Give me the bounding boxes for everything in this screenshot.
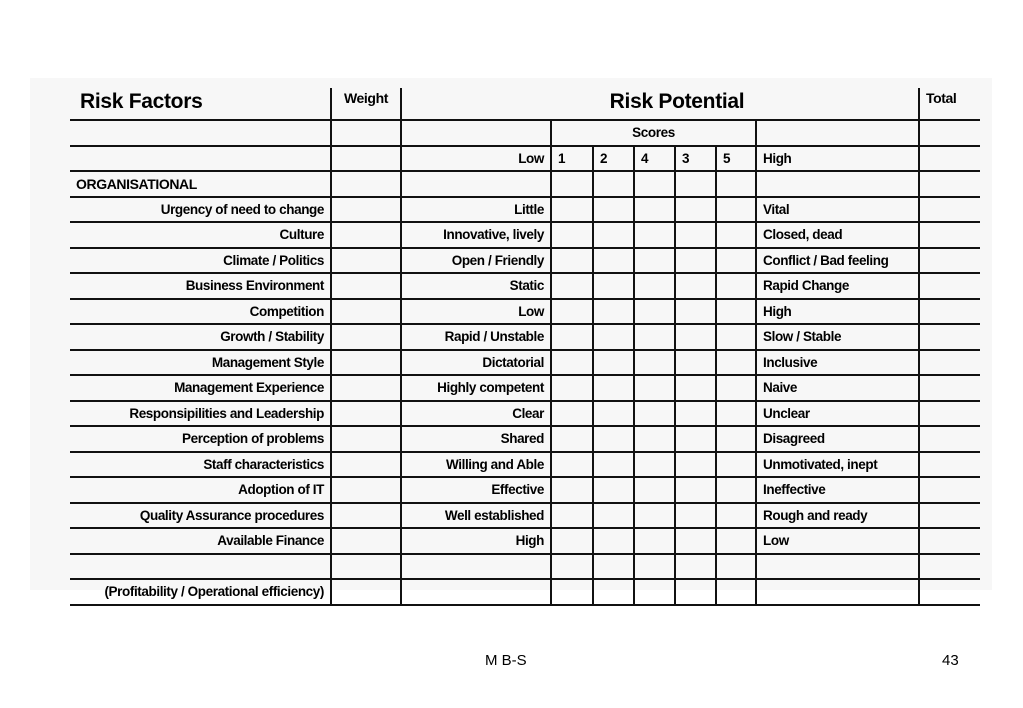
- blank-cell: [756, 120, 919, 146]
- weight-cell[interactable]: [331, 452, 401, 478]
- weight-cell[interactable]: [331, 324, 401, 350]
- section-label: ORGANISATIONAL: [70, 171, 331, 197]
- score-cell[interactable]: [675, 273, 716, 299]
- weight-cell[interactable]: [331, 528, 401, 554]
- total-cell[interactable]: [919, 452, 980, 478]
- weight-cell[interactable]: [331, 503, 401, 529]
- profitability-row: [70, 579, 980, 605]
- blank-cell: [593, 579, 634, 605]
- low-descriptor: Well established: [401, 503, 551, 529]
- high-descriptor: Conflict / Bad feeling: [756, 248, 919, 274]
- blank-cell: [401, 579, 551, 605]
- blank-cell: [634, 171, 675, 197]
- score-cell[interactable]: [593, 426, 634, 452]
- high-descriptor: Rough and ready: [756, 503, 919, 529]
- low-descriptor: Little: [401, 197, 551, 223]
- score-cell[interactable]: [551, 222, 593, 248]
- score-cell[interactable]: [675, 324, 716, 350]
- weight-cell[interactable]: [331, 222, 401, 248]
- blank-row: [70, 554, 980, 580]
- score-cell[interactable]: [634, 248, 675, 274]
- score-cell[interactable]: [551, 375, 593, 401]
- blank-cell: [675, 554, 716, 580]
- blank-cell: [331, 146, 401, 172]
- weight-cell[interactable]: [331, 273, 401, 299]
- risk-factor-label: Responsipilities and Leadership: [70, 401, 331, 427]
- score-cell[interactable]: [675, 477, 716, 503]
- risk-assessment-form: [70, 88, 980, 606]
- score-cell[interactable]: [634, 452, 675, 478]
- score-cell[interactable]: [675, 248, 716, 274]
- score-cell[interactable]: [634, 350, 675, 376]
- score-cell[interactable]: [675, 299, 716, 325]
- low-descriptor: Dictatorial: [401, 350, 551, 376]
- total-cell[interactable]: [919, 248, 980, 274]
- table-row: [70, 503, 980, 529]
- blank-cell: [919, 171, 980, 197]
- score-cell[interactable]: [593, 350, 634, 376]
- low-descriptor: Effective: [401, 477, 551, 503]
- total-cell[interactable]: [919, 401, 980, 427]
- score-cell[interactable]: [551, 299, 593, 325]
- high-descriptor: Slow / Stable: [756, 324, 919, 350]
- high-descriptor: Naive: [756, 375, 919, 401]
- table-row: [70, 477, 980, 503]
- blank-cell: [70, 120, 331, 146]
- risk-factors-heading: Risk Factors: [70, 88, 331, 120]
- weight-cell[interactable]: [331, 426, 401, 452]
- total-cell[interactable]: [919, 350, 980, 376]
- low-descriptor: Shared: [401, 426, 551, 452]
- score-cell[interactable]: [716, 452, 756, 478]
- blank-cell: [756, 579, 919, 605]
- score-cell[interactable]: [716, 477, 756, 503]
- blank-cell: [919, 554, 980, 580]
- score-cell[interactable]: [675, 426, 716, 452]
- score-cell[interactable]: [634, 324, 675, 350]
- blank-cell: [756, 171, 919, 197]
- score-cell[interactable]: [593, 503, 634, 529]
- risk-factor-label: Competition: [70, 299, 331, 325]
- score-cell[interactable]: [551, 273, 593, 299]
- weight-cell[interactable]: [331, 299, 401, 325]
- page-number: 43: [942, 652, 959, 669]
- score-cell[interactable]: [634, 426, 675, 452]
- score-value: 3: [675, 146, 716, 172]
- low-descriptor: Willing and Able: [401, 452, 551, 478]
- score-cell[interactable]: [551, 350, 593, 376]
- score-cell[interactable]: [675, 197, 716, 223]
- score-cell[interactable]: [593, 273, 634, 299]
- blank-cell: [551, 171, 593, 197]
- score-value: 2: [593, 146, 634, 172]
- blank-cell: [401, 554, 551, 580]
- risk-factor-label: Quality Assurance procedures: [70, 503, 331, 529]
- blank-cell: [331, 554, 401, 580]
- high-descriptor: Rapid Change: [756, 273, 919, 299]
- footer-author: M B-S: [485, 652, 527, 669]
- score-cell[interactable]: [551, 477, 593, 503]
- high-descriptor: Closed, dead: [756, 222, 919, 248]
- score-cell[interactable]: [716, 350, 756, 376]
- risk-factor-label: Growth / Stability: [70, 324, 331, 350]
- score-cell[interactable]: [593, 299, 634, 325]
- high-descriptor: Unclear: [756, 401, 919, 427]
- high-descriptor: Vital: [756, 197, 919, 223]
- table-row: [70, 401, 980, 427]
- low-descriptor: Clear: [401, 401, 551, 427]
- score-cell[interactable]: [716, 528, 756, 554]
- blank-cell: [919, 579, 980, 605]
- score-cell[interactable]: [634, 299, 675, 325]
- table-row: [70, 375, 980, 401]
- score-cell[interactable]: [551, 528, 593, 554]
- score-cell[interactable]: [593, 222, 634, 248]
- total-cell[interactable]: [919, 222, 980, 248]
- score-cell[interactable]: [716, 248, 756, 274]
- table-row: [70, 222, 980, 248]
- score-cell[interactable]: [593, 197, 634, 223]
- score-cell[interactable]: [551, 401, 593, 427]
- blank-cell: [675, 171, 716, 197]
- score-cell[interactable]: [634, 477, 675, 503]
- score-cell[interactable]: [551, 197, 593, 223]
- score-cell[interactable]: [551, 452, 593, 478]
- blank-cell: [919, 146, 980, 172]
- total-cell[interactable]: [919, 273, 980, 299]
- high-descriptor: High: [756, 299, 919, 325]
- high-descriptor: Inclusive: [756, 350, 919, 376]
- score-cell[interactable]: [593, 528, 634, 554]
- section-row: [70, 171, 980, 197]
- risk-factor-label: Culture: [70, 222, 331, 248]
- score-cell[interactable]: [716, 273, 756, 299]
- blank-cell: [675, 579, 716, 605]
- table-row: [70, 248, 980, 274]
- score-cell[interactable]: [675, 350, 716, 376]
- table-row: [70, 324, 980, 350]
- blank-cell: [716, 554, 756, 580]
- total-cell[interactable]: [919, 197, 980, 223]
- score-cell[interactable]: [634, 401, 675, 427]
- score-cell[interactable]: [716, 197, 756, 223]
- profitability-label: (Profitability / Operational efficiency): [70, 579, 331, 605]
- score-value: 5: [716, 146, 756, 172]
- total-cell[interactable]: [919, 375, 980, 401]
- low-descriptor: Static: [401, 273, 551, 299]
- scores-heading: Scores: [551, 120, 756, 146]
- risk-factor-label: Adoption of IT: [70, 477, 331, 503]
- score-cell[interactable]: [634, 197, 675, 223]
- blank-cell: [634, 579, 675, 605]
- low-descriptor: Rapid / Unstable: [401, 324, 551, 350]
- weight-cell[interactable]: [331, 350, 401, 376]
- score-cell[interactable]: [716, 324, 756, 350]
- table-row: [70, 528, 980, 554]
- blank-cell: [593, 554, 634, 580]
- blank-cell: [401, 171, 551, 197]
- blank-cell: [551, 579, 593, 605]
- risk-factors-table: [70, 88, 980, 606]
- high-heading: High: [756, 146, 919, 172]
- score-cell[interactable]: [593, 375, 634, 401]
- blank-cell: [919, 120, 980, 146]
- risk-factor-label: Climate / Politics: [70, 248, 331, 274]
- total-cell[interactable]: [919, 299, 980, 325]
- table-title-row: [70, 88, 980, 120]
- high-descriptor: Disagreed: [756, 426, 919, 452]
- low-descriptor: High: [401, 528, 551, 554]
- score-cell[interactable]: [675, 401, 716, 427]
- blank-cell: [551, 554, 593, 580]
- score-cell[interactable]: [593, 401, 634, 427]
- weight-cell[interactable]: [331, 375, 401, 401]
- weight-cell[interactable]: [331, 248, 401, 274]
- table-row: [70, 426, 980, 452]
- score-cell[interactable]: [716, 222, 756, 248]
- blank-cell: [70, 554, 331, 580]
- low-descriptor: Open / Friendly: [401, 248, 551, 274]
- high-descriptor: Low: [756, 528, 919, 554]
- score-cell[interactable]: [716, 299, 756, 325]
- low-descriptor: Innovative, lively: [401, 222, 551, 248]
- weight-cell[interactable]: [331, 477, 401, 503]
- table-row: [70, 452, 980, 478]
- total-cell[interactable]: [919, 477, 980, 503]
- blank-cell: [401, 120, 551, 146]
- score-cell[interactable]: [634, 528, 675, 554]
- score-cell[interactable]: [675, 528, 716, 554]
- score-cell[interactable]: [634, 222, 675, 248]
- weight-cell[interactable]: [331, 401, 401, 427]
- blank-cell: [634, 554, 675, 580]
- total-cell[interactable]: [919, 426, 980, 452]
- risk-factor-label: Urgency of need to change: [70, 197, 331, 223]
- low-high-header-row: [70, 146, 980, 172]
- blank-cell: [70, 146, 331, 172]
- table-row: [70, 197, 980, 223]
- score-cell[interactable]: [593, 477, 634, 503]
- high-descriptor: Ineffective: [756, 477, 919, 503]
- score-cell[interactable]: [593, 324, 634, 350]
- blank-cell: [716, 579, 756, 605]
- score-value: 4: [634, 146, 675, 172]
- score-cell[interactable]: [675, 375, 716, 401]
- risk-potential-heading: Risk Potential: [401, 88, 919, 120]
- blank-cell: [331, 171, 401, 197]
- total-heading: Total: [919, 88, 980, 120]
- table-row: [70, 299, 980, 325]
- blank-cell: [593, 171, 634, 197]
- score-value: 1: [551, 146, 593, 172]
- score-cell[interactable]: [551, 324, 593, 350]
- score-cell[interactable]: [675, 452, 716, 478]
- low-descriptor: Low: [401, 299, 551, 325]
- blank-cell: [716, 171, 756, 197]
- low-descriptor: Highly competent: [401, 375, 551, 401]
- weight-cell[interactable]: [331, 197, 401, 223]
- score-cell[interactable]: [716, 401, 756, 427]
- score-cell[interactable]: [593, 452, 634, 478]
- total-cell[interactable]: [919, 324, 980, 350]
- score-cell[interactable]: [634, 503, 675, 529]
- score-cell[interactable]: [675, 503, 716, 529]
- blank-cell: [331, 120, 401, 146]
- score-cell[interactable]: [716, 426, 756, 452]
- table-row: [70, 350, 980, 376]
- score-cell[interactable]: [593, 248, 634, 274]
- score-cell[interactable]: [634, 375, 675, 401]
- risk-factor-label: Perception of problems: [70, 426, 331, 452]
- high-descriptor: Unmotivated, inept: [756, 452, 919, 478]
- low-heading: Low: [401, 146, 551, 172]
- weight-heading: Weight: [331, 88, 401, 120]
- score-cell[interactable]: [716, 503, 756, 529]
- score-cell[interactable]: [634, 273, 675, 299]
- total-cell[interactable]: [919, 503, 980, 529]
- table-row: [70, 273, 980, 299]
- total-cell[interactable]: [919, 528, 980, 554]
- risk-factor-label: Business Environment: [70, 273, 331, 299]
- risk-factor-label: Management Style: [70, 350, 331, 376]
- risk-factor-label: Management Experience: [70, 375, 331, 401]
- risk-factor-label: Staff characteristics: [70, 452, 331, 478]
- blank-cell: [331, 579, 401, 605]
- score-cell[interactable]: [551, 426, 593, 452]
- scores-header-row: [70, 120, 980, 146]
- blank-cell: [756, 554, 919, 580]
- score-cell[interactable]: [716, 375, 756, 401]
- score-cell[interactable]: [551, 503, 593, 529]
- risk-factor-label: Available Finance: [70, 528, 331, 554]
- score-cell[interactable]: [551, 248, 593, 274]
- score-cell[interactable]: [675, 222, 716, 248]
